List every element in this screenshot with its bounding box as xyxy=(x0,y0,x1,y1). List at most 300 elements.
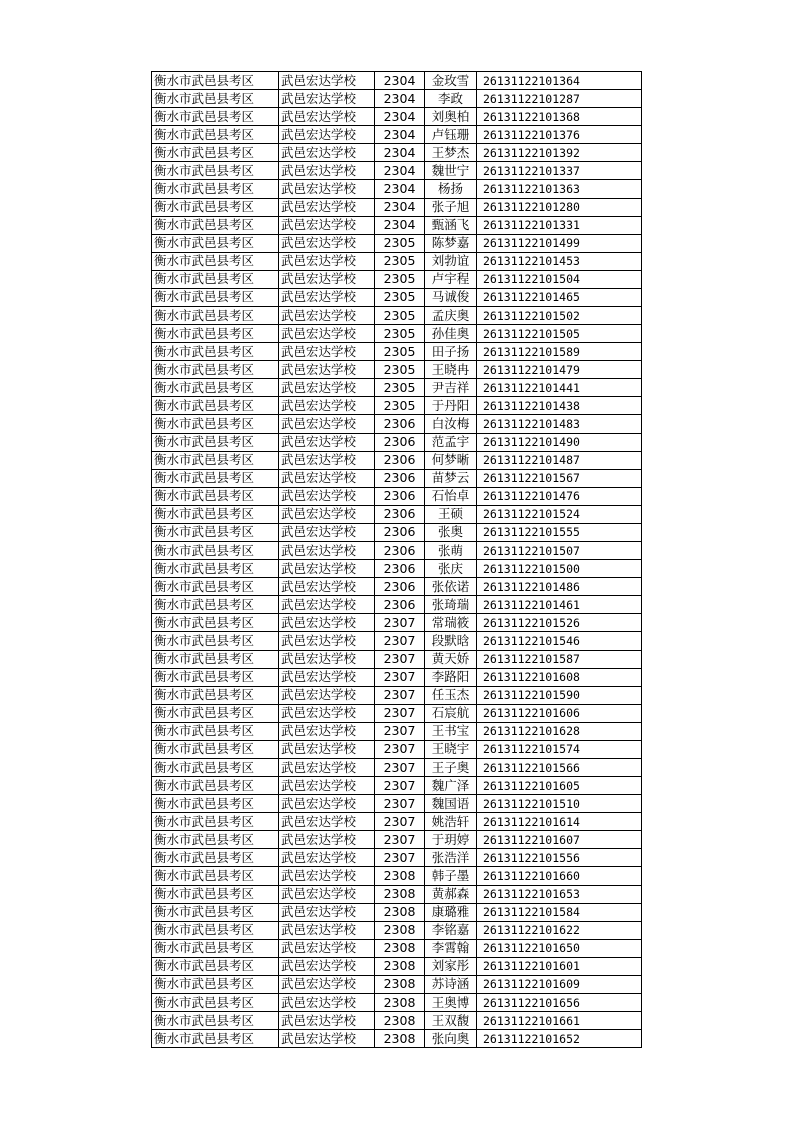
region-cell: 衡水市武邑县考区 xyxy=(152,523,279,541)
name-cell: 白汝梅 xyxy=(425,415,477,433)
class-cell: 2305 xyxy=(375,234,425,252)
table-row xyxy=(152,343,642,361)
name-cell: 于丹阳 xyxy=(425,397,477,415)
class-cell: 2308 xyxy=(375,867,425,885)
exam-id-cell: 26131122101601 xyxy=(477,957,642,975)
region-cell: 衡水市武邑县考区 xyxy=(152,939,279,957)
region-cell: 衡水市武邑县考区 xyxy=(152,415,279,433)
table-row xyxy=(152,795,642,813)
exam-id-cell: 26131122101392 xyxy=(477,144,642,162)
school-cell: 武邑宏达学校 xyxy=(279,632,375,650)
class-cell: 2305 xyxy=(375,397,425,415)
school-cell: 武邑宏达学校 xyxy=(279,505,375,523)
school-cell: 武邑宏达学校 xyxy=(279,469,375,487)
table-row xyxy=(152,288,642,306)
name-cell: 于玥婷 xyxy=(425,831,477,849)
class-cell: 2304 xyxy=(375,72,425,90)
table-row xyxy=(152,939,642,957)
school-cell: 武邑宏达学校 xyxy=(279,343,375,361)
school-cell: 武邑宏达学校 xyxy=(279,885,375,903)
name-cell: 刘勃谊 xyxy=(425,252,477,270)
table-row xyxy=(152,523,642,541)
table-row xyxy=(152,72,642,90)
table-row xyxy=(152,758,642,776)
table-row xyxy=(152,379,642,397)
name-cell: 姚浩轩 xyxy=(425,813,477,831)
class-cell: 2304 xyxy=(375,108,425,126)
region-cell: 衡水市武邑县考区 xyxy=(152,487,279,505)
table-row xyxy=(152,307,642,325)
school-cell: 武邑宏达学校 xyxy=(279,126,375,144)
exam-id-cell: 26131122101605 xyxy=(477,777,642,795)
class-cell: 2307 xyxy=(375,632,425,650)
name-cell: 张向奥 xyxy=(425,1030,477,1048)
school-cell: 武邑宏达学校 xyxy=(279,939,375,957)
class-cell: 2307 xyxy=(375,740,425,758)
name-cell: 王梦杰 xyxy=(425,144,477,162)
region-cell: 衡水市武邑县考区 xyxy=(152,704,279,722)
name-cell: 石怡卓 xyxy=(425,487,477,505)
exam-id-cell: 26131122101653 xyxy=(477,885,642,903)
exam-id-cell: 26131122101660 xyxy=(477,867,642,885)
school-cell: 武邑宏达学校 xyxy=(279,487,375,505)
region-cell: 衡水市武邑县考区 xyxy=(152,216,279,234)
region-cell: 衡水市武邑县考区 xyxy=(152,614,279,632)
table-row xyxy=(152,487,642,505)
region-cell: 衡水市武邑县考区 xyxy=(152,307,279,325)
roster-sheet xyxy=(151,71,641,1048)
exam-id-cell: 26131122101505 xyxy=(477,325,642,343)
region-cell: 衡水市武邑县考区 xyxy=(152,144,279,162)
name-cell: 石宸航 xyxy=(425,704,477,722)
name-cell: 黄郝森 xyxy=(425,885,477,903)
name-cell: 卢钰珊 xyxy=(425,126,477,144)
name-cell: 魏国语 xyxy=(425,795,477,813)
region-cell: 衡水市武邑县考区 xyxy=(152,126,279,144)
table-row xyxy=(152,252,642,270)
class-cell: 2306 xyxy=(375,487,425,505)
table-row xyxy=(152,270,642,288)
school-cell: 武邑宏达学校 xyxy=(279,361,375,379)
table-row xyxy=(152,397,642,415)
name-cell: 韩子墨 xyxy=(425,867,477,885)
school-cell: 武邑宏达学校 xyxy=(279,108,375,126)
region-cell: 衡水市武邑县考区 xyxy=(152,632,279,650)
table-row xyxy=(152,216,642,234)
region-cell: 衡水市武邑县考区 xyxy=(152,72,279,90)
school-cell: 武邑宏达学校 xyxy=(279,415,375,433)
class-cell: 2307 xyxy=(375,849,425,867)
region-cell: 衡水市武邑县考区 xyxy=(152,180,279,198)
exam-id-cell: 26131122101556 xyxy=(477,849,642,867)
exam-id-cell: 26131122101614 xyxy=(477,813,642,831)
roster-table xyxy=(151,71,642,1048)
region-cell: 衡水市武邑县考区 xyxy=(152,469,279,487)
exam-id-cell: 26131122101510 xyxy=(477,795,642,813)
exam-id-cell: 26131122101287 xyxy=(477,90,642,108)
school-cell: 武邑宏达学校 xyxy=(279,542,375,560)
class-cell: 2307 xyxy=(375,795,425,813)
region-cell: 衡水市武邑县考区 xyxy=(152,361,279,379)
class-cell: 2304 xyxy=(375,162,425,180)
school-cell: 武邑宏达学校 xyxy=(279,849,375,867)
exam-id-cell: 26131122101363 xyxy=(477,180,642,198)
class-cell: 2307 xyxy=(375,704,425,722)
class-cell: 2307 xyxy=(375,686,425,704)
class-cell: 2305 xyxy=(375,270,425,288)
exam-id-cell: 26131122101650 xyxy=(477,939,642,957)
region-cell: 衡水市武邑县考区 xyxy=(152,270,279,288)
school-cell: 武邑宏达学校 xyxy=(279,596,375,614)
class-cell: 2304 xyxy=(375,180,425,198)
name-cell: 黄天娇 xyxy=(425,650,477,668)
table-row xyxy=(152,180,642,198)
exam-id-cell: 26131122101280 xyxy=(477,198,642,216)
region-cell: 衡水市武邑县考区 xyxy=(152,813,279,831)
class-cell: 2306 xyxy=(375,505,425,523)
class-cell: 2307 xyxy=(375,813,425,831)
class-cell: 2308 xyxy=(375,975,425,993)
region-cell: 衡水市武邑县考区 xyxy=(152,740,279,758)
exam-id-cell: 26131122101608 xyxy=(477,668,642,686)
school-cell: 武邑宏达学校 xyxy=(279,325,375,343)
region-cell: 衡水市武邑县考区 xyxy=(152,560,279,578)
class-cell: 2308 xyxy=(375,957,425,975)
region-cell: 衡水市武邑县考区 xyxy=(152,1012,279,1030)
exam-id-cell: 26131122101607 xyxy=(477,831,642,849)
school-cell: 武邑宏达学校 xyxy=(279,704,375,722)
name-cell: 王奥博 xyxy=(425,993,477,1011)
table-row xyxy=(152,975,642,993)
table-row xyxy=(152,234,642,252)
class-cell: 2307 xyxy=(375,668,425,686)
region-cell: 衡水市武邑县考区 xyxy=(152,108,279,126)
region-cell: 衡水市武邑县考区 xyxy=(152,993,279,1011)
name-cell: 金玫雪 xyxy=(425,72,477,90)
school-cell: 武邑宏达学校 xyxy=(279,72,375,90)
region-cell: 衡水市武邑县考区 xyxy=(152,668,279,686)
class-cell: 2305 xyxy=(375,361,425,379)
school-cell: 武邑宏达学校 xyxy=(279,777,375,795)
exam-id-cell: 26131122101483 xyxy=(477,415,642,433)
name-cell: 魏广泽 xyxy=(425,777,477,795)
name-cell: 尹吉祥 xyxy=(425,379,477,397)
school-cell: 武邑宏达学校 xyxy=(279,523,375,541)
school-cell: 武邑宏达学校 xyxy=(279,578,375,596)
name-cell: 王书宝 xyxy=(425,722,477,740)
class-cell: 2306 xyxy=(375,433,425,451)
table-row xyxy=(152,777,642,795)
school-cell: 武邑宏达学校 xyxy=(279,740,375,758)
name-cell: 张萌 xyxy=(425,542,477,560)
school-cell: 武邑宏达学校 xyxy=(279,921,375,939)
exam-id-cell: 26131122101476 xyxy=(477,487,642,505)
name-cell: 王晓宇 xyxy=(425,740,477,758)
exam-id-cell: 26131122101507 xyxy=(477,542,642,560)
region-cell: 衡水市武邑县考区 xyxy=(152,252,279,270)
region-cell: 衡水市武邑县考区 xyxy=(152,433,279,451)
school-cell: 武邑宏达学校 xyxy=(279,813,375,831)
exam-id-cell: 26131122101331 xyxy=(477,216,642,234)
exam-id-cell: 26131122101622 xyxy=(477,921,642,939)
school-cell: 武邑宏达学校 xyxy=(279,451,375,469)
school-cell: 武邑宏达学校 xyxy=(279,234,375,252)
school-cell: 武邑宏达学校 xyxy=(279,270,375,288)
school-cell: 武邑宏达学校 xyxy=(279,397,375,415)
exam-id-cell: 26131122101584 xyxy=(477,903,642,921)
school-cell: 武邑宏达学校 xyxy=(279,288,375,306)
name-cell: 李霄翰 xyxy=(425,939,477,957)
school-cell: 武邑宏达学校 xyxy=(279,180,375,198)
class-cell: 2305 xyxy=(375,343,425,361)
name-cell: 李政 xyxy=(425,90,477,108)
class-cell: 2304 xyxy=(375,126,425,144)
region-cell: 衡水市武邑县考区 xyxy=(152,397,279,415)
region-cell: 衡水市武邑县考区 xyxy=(152,505,279,523)
name-cell: 刘奥柏 xyxy=(425,108,477,126)
exam-id-cell: 26131122101555 xyxy=(477,523,642,541)
name-cell: 张庆 xyxy=(425,560,477,578)
table-row xyxy=(152,632,642,650)
region-cell: 衡水市武邑县考区 xyxy=(152,795,279,813)
name-cell: 任玉杰 xyxy=(425,686,477,704)
table-row xyxy=(152,162,642,180)
table-row xyxy=(152,90,642,108)
exam-id-cell: 26131122101546 xyxy=(477,632,642,650)
region-cell: 衡水市武邑县考区 xyxy=(152,596,279,614)
region-cell: 衡水市武邑县考区 xyxy=(152,903,279,921)
name-cell: 段默晗 xyxy=(425,632,477,650)
exam-id-cell: 26131122101490 xyxy=(477,433,642,451)
region-cell: 衡水市武邑县考区 xyxy=(152,451,279,469)
exam-id-cell: 26131122101628 xyxy=(477,722,642,740)
school-cell: 武邑宏达学校 xyxy=(279,795,375,813)
name-cell: 孟庆奥 xyxy=(425,307,477,325)
school-cell: 武邑宏达学校 xyxy=(279,867,375,885)
exam-id-cell: 26131122101656 xyxy=(477,993,642,1011)
school-cell: 武邑宏达学校 xyxy=(279,252,375,270)
name-cell: 常瑞筱 xyxy=(425,614,477,632)
region-cell: 衡水市武邑县考区 xyxy=(152,921,279,939)
exam-id-cell: 26131122101574 xyxy=(477,740,642,758)
exam-id-cell: 26131122101368 xyxy=(477,108,642,126)
table-row xyxy=(152,542,642,560)
school-cell: 武邑宏达学校 xyxy=(279,975,375,993)
exam-id-cell: 26131122101606 xyxy=(477,704,642,722)
class-cell: 2306 xyxy=(375,523,425,541)
class-cell: 2308 xyxy=(375,939,425,957)
class-cell: 2308 xyxy=(375,885,425,903)
school-cell: 武邑宏达学校 xyxy=(279,307,375,325)
exam-id-cell: 26131122101609 xyxy=(477,975,642,993)
name-cell: 魏世宁 xyxy=(425,162,477,180)
table-row xyxy=(152,1030,642,1048)
school-cell: 武邑宏达学校 xyxy=(279,379,375,397)
exam-id-cell: 26131122101465 xyxy=(477,288,642,306)
name-cell: 甄涵飞 xyxy=(425,216,477,234)
name-cell: 张琦瑞 xyxy=(425,596,477,614)
class-cell: 2305 xyxy=(375,379,425,397)
table-row xyxy=(152,578,642,596)
region-cell: 衡水市武邑县考区 xyxy=(152,722,279,740)
region-cell: 衡水市武邑县考区 xyxy=(152,975,279,993)
table-row xyxy=(152,361,642,379)
school-cell: 武邑宏达学校 xyxy=(279,216,375,234)
region-cell: 衡水市武邑县考区 xyxy=(152,957,279,975)
school-cell: 武邑宏达学校 xyxy=(279,831,375,849)
class-cell: 2307 xyxy=(375,650,425,668)
region-cell: 衡水市武邑县考区 xyxy=(152,90,279,108)
class-cell: 2304 xyxy=(375,90,425,108)
class-cell: 2308 xyxy=(375,1012,425,1030)
table-row xyxy=(152,813,642,831)
exam-id-cell: 26131122101376 xyxy=(477,126,642,144)
table-row xyxy=(152,126,642,144)
table-row xyxy=(152,668,642,686)
name-cell: 康璐雅 xyxy=(425,903,477,921)
name-cell: 李路阳 xyxy=(425,668,477,686)
region-cell: 衡水市武邑县考区 xyxy=(152,849,279,867)
table-row xyxy=(152,867,642,885)
exam-id-cell: 26131122101524 xyxy=(477,505,642,523)
region-cell: 衡水市武邑县考区 xyxy=(152,198,279,216)
region-cell: 衡水市武邑县考区 xyxy=(152,867,279,885)
table-row xyxy=(152,849,642,867)
table-row xyxy=(152,108,642,126)
class-cell: 2304 xyxy=(375,198,425,216)
school-cell: 武邑宏达学校 xyxy=(279,90,375,108)
exam-id-cell: 26131122101486 xyxy=(477,578,642,596)
exam-id-cell: 26131122101567 xyxy=(477,469,642,487)
table-row xyxy=(152,740,642,758)
school-cell: 武邑宏达学校 xyxy=(279,1012,375,1030)
name-cell: 杨扬 xyxy=(425,180,477,198)
table-row xyxy=(152,614,642,632)
school-cell: 武邑宏达学校 xyxy=(279,903,375,921)
class-cell: 2308 xyxy=(375,921,425,939)
school-cell: 武邑宏达学校 xyxy=(279,758,375,776)
table-row xyxy=(152,325,642,343)
table-row xyxy=(152,650,642,668)
school-cell: 武邑宏达学校 xyxy=(279,144,375,162)
exam-id-cell: 26131122101438 xyxy=(477,397,642,415)
class-cell: 2305 xyxy=(375,252,425,270)
region-cell: 衡水市武邑县考区 xyxy=(152,325,279,343)
exam-id-cell: 26131122101487 xyxy=(477,451,642,469)
table-row xyxy=(152,469,642,487)
class-cell: 2307 xyxy=(375,614,425,632)
name-cell: 王晓冉 xyxy=(425,361,477,379)
name-cell: 苏诗涵 xyxy=(425,975,477,993)
region-cell: 衡水市武邑县考区 xyxy=(152,758,279,776)
name-cell: 何梦晰 xyxy=(425,451,477,469)
table-row xyxy=(152,993,642,1011)
class-cell: 2308 xyxy=(375,1030,425,1048)
region-cell: 衡水市武邑县考区 xyxy=(152,288,279,306)
exam-id-cell: 26131122101590 xyxy=(477,686,642,704)
name-cell: 马诚俊 xyxy=(425,288,477,306)
exam-id-cell: 26131122101566 xyxy=(477,758,642,776)
region-cell: 衡水市武邑县考区 xyxy=(152,777,279,795)
name-cell: 范孟宇 xyxy=(425,433,477,451)
class-cell: 2305 xyxy=(375,307,425,325)
table-row xyxy=(152,198,642,216)
name-cell: 王双馥 xyxy=(425,1012,477,1030)
name-cell: 张奥 xyxy=(425,523,477,541)
class-cell: 2307 xyxy=(375,831,425,849)
table-row xyxy=(152,831,642,849)
exam-id-cell: 26131122101441 xyxy=(477,379,642,397)
table-row xyxy=(152,921,642,939)
name-cell: 卢宇程 xyxy=(425,270,477,288)
class-cell: 2306 xyxy=(375,542,425,560)
class-cell: 2305 xyxy=(375,325,425,343)
class-cell: 2306 xyxy=(375,451,425,469)
region-cell: 衡水市武邑县考区 xyxy=(152,234,279,252)
table-row xyxy=(152,144,642,162)
region-cell: 衡水市武邑县考区 xyxy=(152,686,279,704)
name-cell: 孙佳奥 xyxy=(425,325,477,343)
region-cell: 衡水市武邑县考区 xyxy=(152,885,279,903)
exam-id-cell: 26131122101502 xyxy=(477,307,642,325)
exam-id-cell: 26131122101504 xyxy=(477,270,642,288)
school-cell: 武邑宏达学校 xyxy=(279,433,375,451)
class-cell: 2307 xyxy=(375,722,425,740)
table-row xyxy=(152,704,642,722)
class-cell: 2304 xyxy=(375,144,425,162)
table-row xyxy=(152,903,642,921)
region-cell: 衡水市武邑县考区 xyxy=(152,1030,279,1048)
exam-id-cell: 26131122101337 xyxy=(477,162,642,180)
name-cell: 张浩洋 xyxy=(425,849,477,867)
region-cell: 衡水市武邑县考区 xyxy=(152,343,279,361)
name-cell: 张依诺 xyxy=(425,578,477,596)
name-cell: 王硕 xyxy=(425,505,477,523)
class-cell: 2306 xyxy=(375,415,425,433)
school-cell: 武邑宏达学校 xyxy=(279,722,375,740)
name-cell: 陈梦嘉 xyxy=(425,234,477,252)
region-cell: 衡水市武邑县考区 xyxy=(152,650,279,668)
table-row xyxy=(152,885,642,903)
table-row xyxy=(152,957,642,975)
exam-id-cell: 26131122101587 xyxy=(477,650,642,668)
region-cell: 衡水市武邑县考区 xyxy=(152,379,279,397)
name-cell: 刘家彤 xyxy=(425,957,477,975)
table-row xyxy=(152,560,642,578)
exam-id-cell: 26131122101589 xyxy=(477,343,642,361)
school-cell: 武邑宏达学校 xyxy=(279,686,375,704)
exam-id-cell: 26131122101526 xyxy=(477,614,642,632)
class-cell: 2308 xyxy=(375,993,425,1011)
exam-id-cell: 26131122101479 xyxy=(477,361,642,379)
class-cell: 2306 xyxy=(375,578,425,596)
class-cell: 2306 xyxy=(375,560,425,578)
school-cell: 武邑宏达学校 xyxy=(279,668,375,686)
name-cell: 苗梦云 xyxy=(425,469,477,487)
name-cell: 张子旭 xyxy=(425,198,477,216)
class-cell: 2308 xyxy=(375,903,425,921)
school-cell: 武邑宏达学校 xyxy=(279,650,375,668)
school-cell: 武邑宏达学校 xyxy=(279,614,375,632)
name-cell: 王子奥 xyxy=(425,758,477,776)
exam-id-cell: 26131122101453 xyxy=(477,252,642,270)
region-cell: 衡水市武邑县考区 xyxy=(152,162,279,180)
region-cell: 衡水市武邑县考区 xyxy=(152,578,279,596)
school-cell: 武邑宏达学校 xyxy=(279,198,375,216)
table-row xyxy=(152,451,642,469)
class-cell: 2306 xyxy=(375,469,425,487)
roster-body xyxy=(152,72,642,1048)
